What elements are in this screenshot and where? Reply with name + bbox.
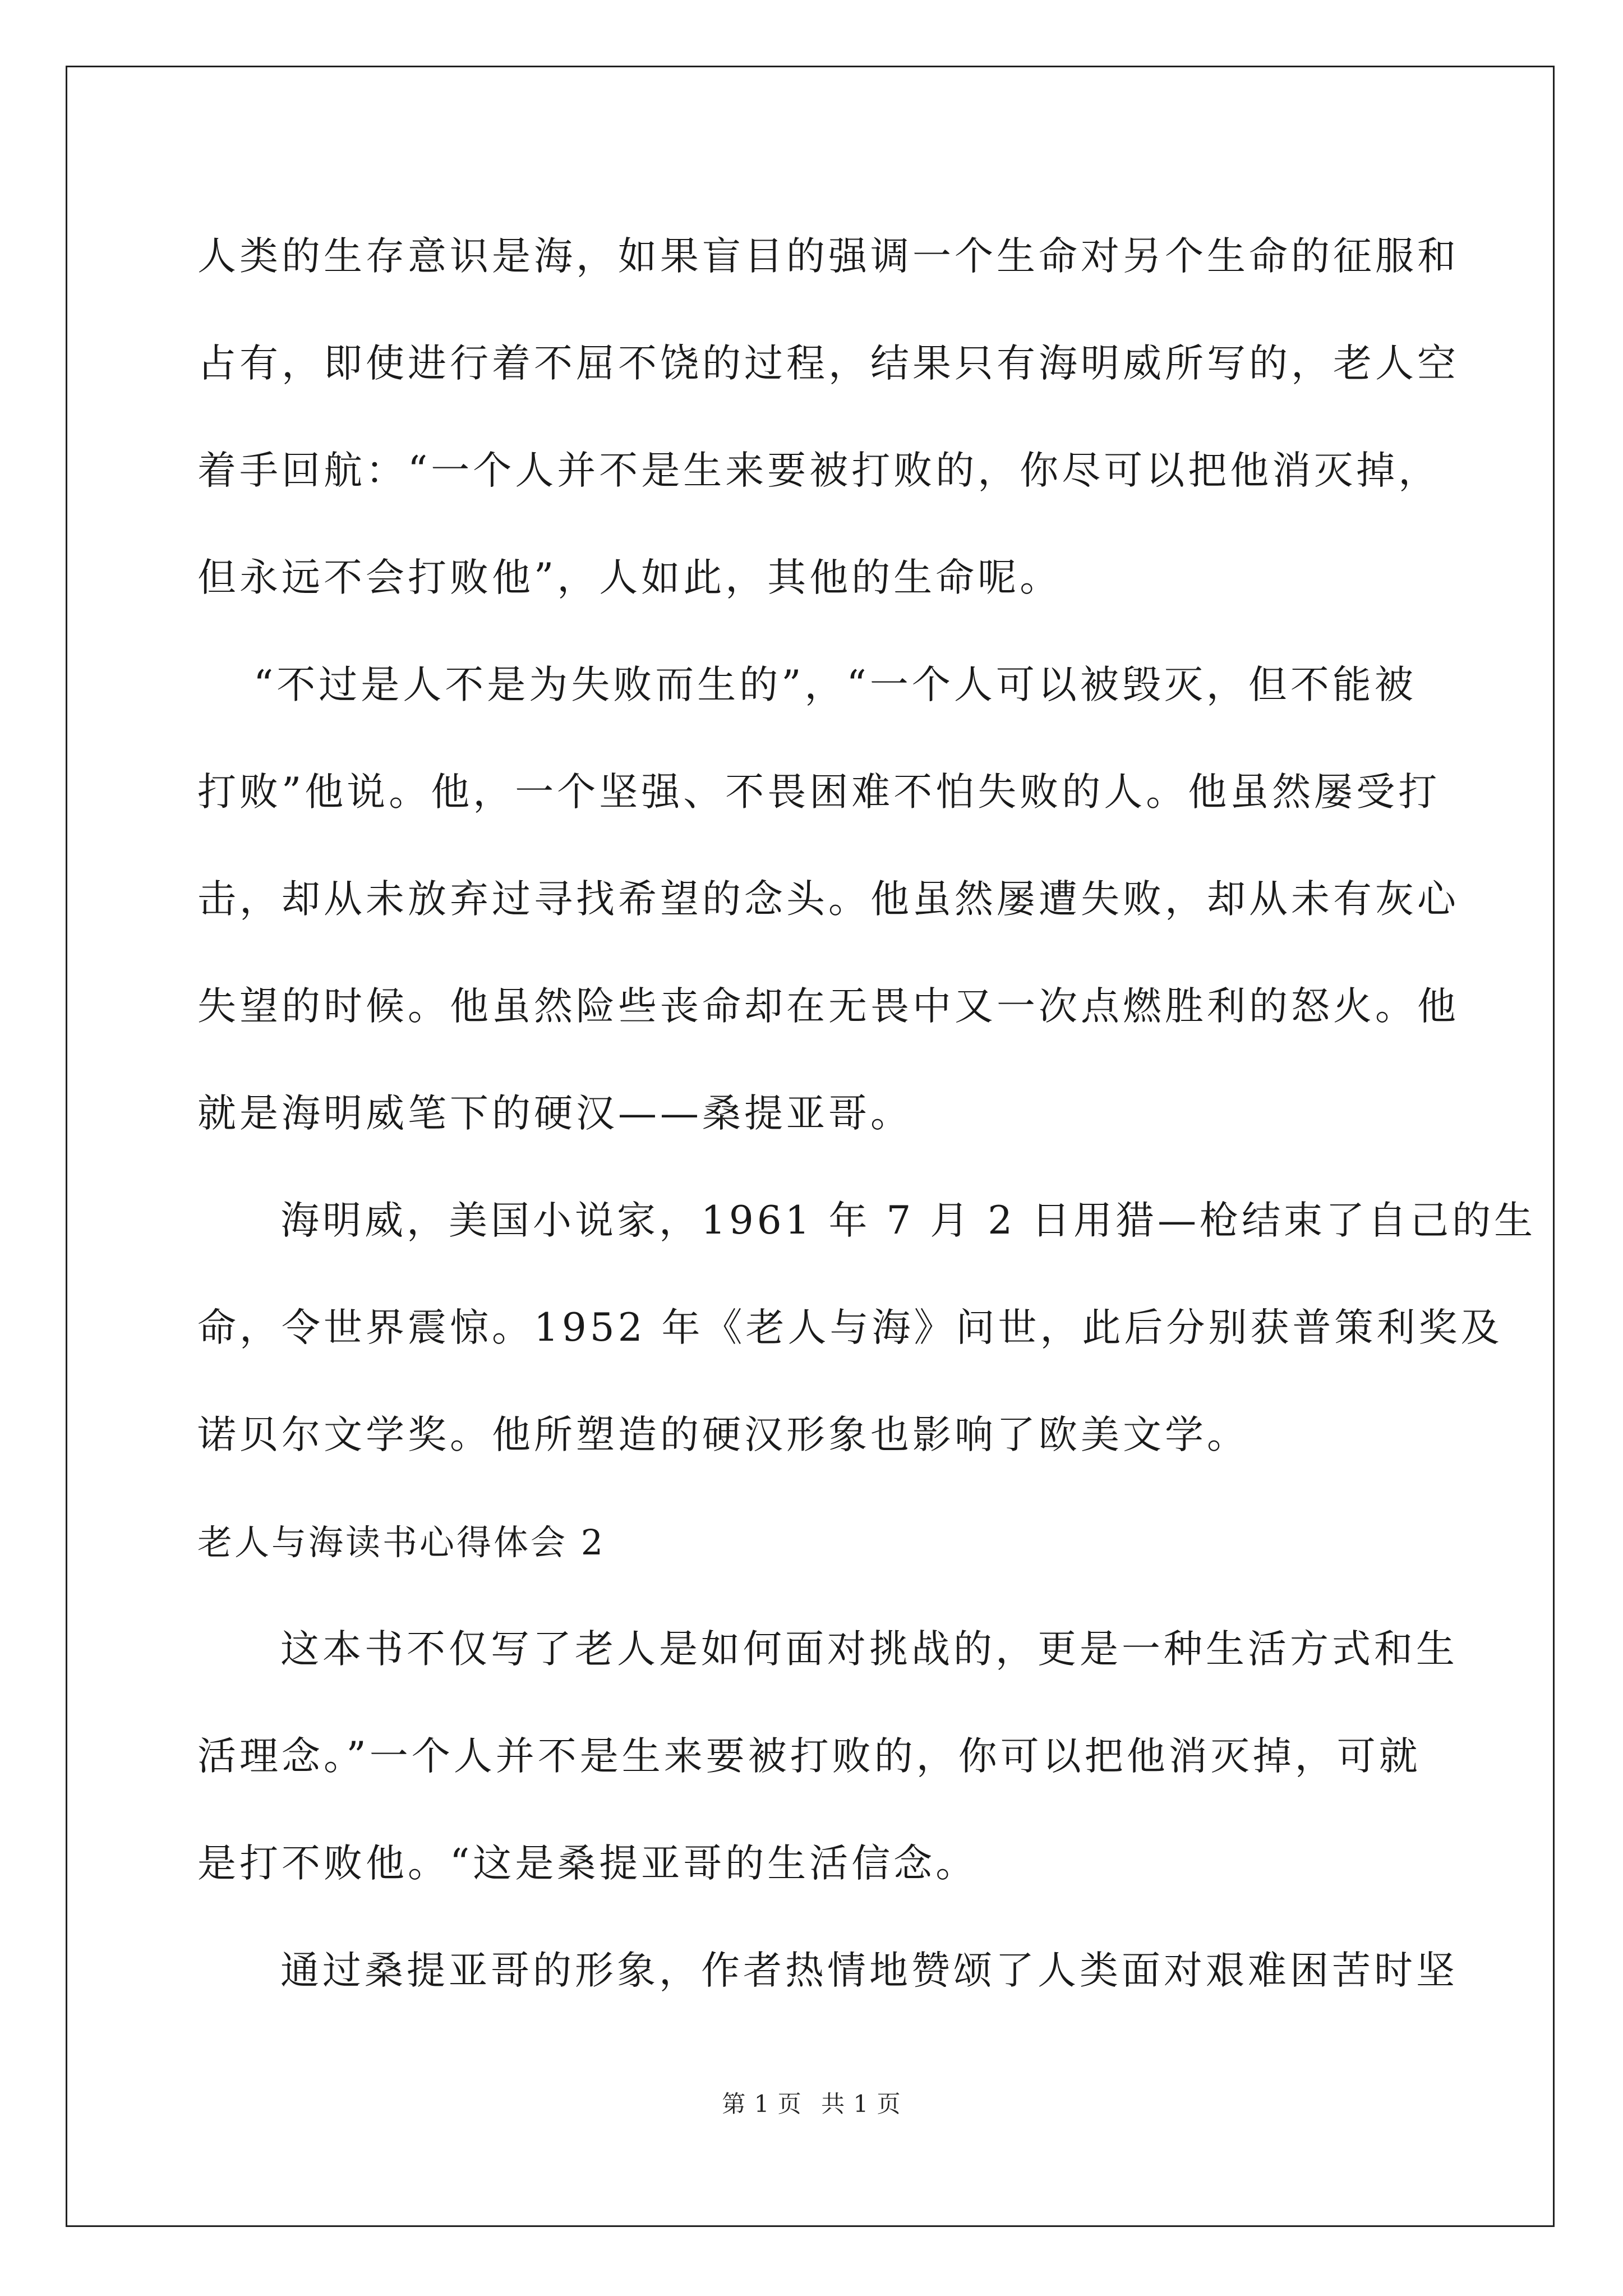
section-heading: 老人与海读书心得体会 2 xyxy=(197,1521,606,1563)
paragraph-line: 海明威，美国小说家，1961 年 7 月 2 日用猎—枪结束了自己的生 xyxy=(280,1198,1537,1243)
document-body xyxy=(197,203,1537,2024)
paragraph-line: “不过是人不是为失败而生的”，“一个人可以被毁灭，但不能被 xyxy=(253,662,1417,707)
paragraph-line: 但永远不会打败他”，人如此，其他的生命呢。 xyxy=(197,555,1062,600)
paragraph-line: 活理念。”一个人并不是生来要被打败的，你可以把他消灭掉，可就 xyxy=(197,1734,1421,1779)
paragraph-line: 占有，即使进行着不屈不饶的过程，结果只有海明威所写的，老人空 xyxy=(197,341,1459,386)
paragraph-line: 人类的生存意识是海，如果盲目的强调一个生命对另个生命的征服和 xyxy=(197,234,1459,279)
paragraph-line: 是打不败他。“这是桑提亚哥的生活信念。 xyxy=(197,1841,978,1886)
paragraph-line: 打败”他说。他，一个坚强、不畏困难不怕失败的人。他虽然屡受打 xyxy=(197,770,1441,815)
page-number-current: 第 1 页 xyxy=(722,2090,802,2118)
paragraph-line: 击，却从未放弃过寻找希望的念头。他虽然屡遭失败，却从未有灰心 xyxy=(197,877,1459,922)
paragraph-line: 着手回航：“一个人并不是生来要被打败的，你尽可以把他消灭掉， xyxy=(197,448,1441,493)
page-footer xyxy=(0,2086,1623,2119)
paragraph-line: 诺贝尔文学奖。他所塑造的硬汉形象也影响了欧美文学。 xyxy=(197,1412,1249,1457)
paragraph-line: 就是海明威笔下的硬汉——桑提亚哥。 xyxy=(197,1091,912,1136)
paragraph-line: 失望的时候。他虽然险些丧命却在无畏中又一次点燃胜利的怒火。他 xyxy=(197,984,1459,1029)
page-number-total: 共 1 页 xyxy=(821,2090,901,2118)
paragraph-line: 命，令世界震惊。1952 年《老人与海》问世，此后分别获普策利奖及 xyxy=(197,1305,1503,1350)
paragraph-line: 通过桑提亚哥的形象，作者热情地赞颂了人类面对艰难困苦时坚 xyxy=(280,1948,1458,1993)
paragraph-line: 这本书不仅写了老人是如何面对挑战的，更是一种生活方式和生 xyxy=(280,1627,1458,1672)
